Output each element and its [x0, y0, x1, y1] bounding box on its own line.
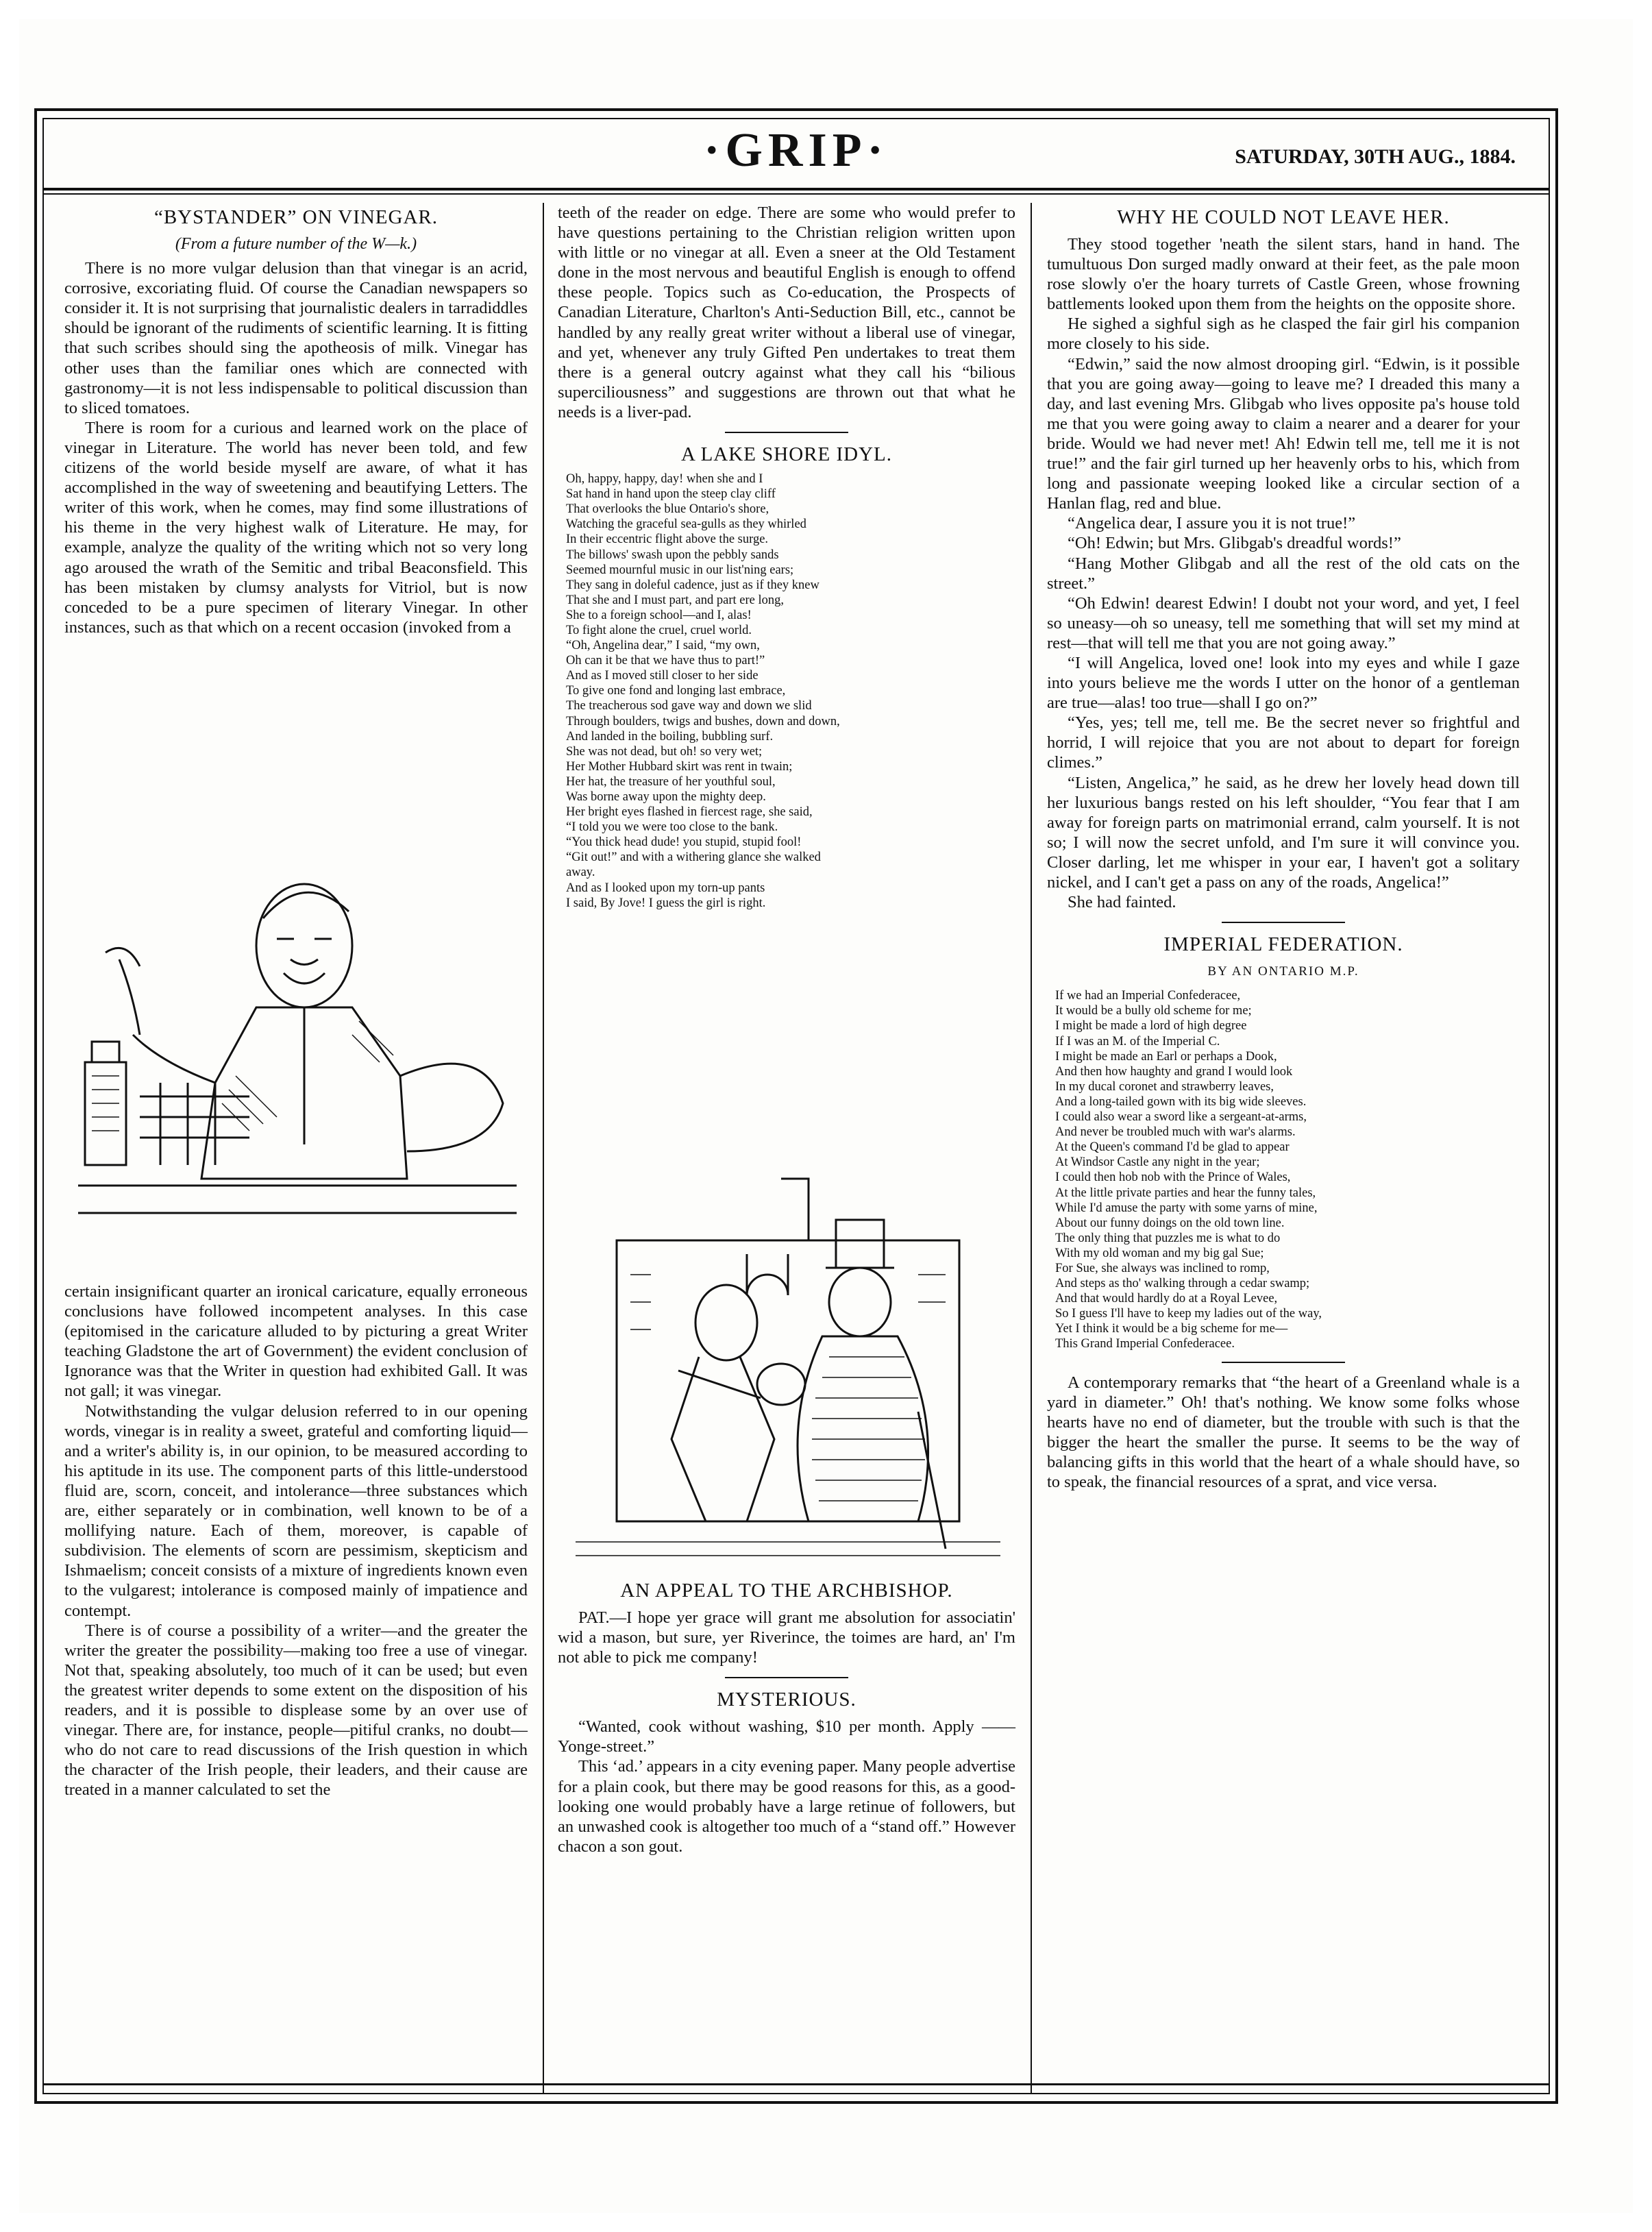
paragraph: A contemporary remarks that “the heart of a Greenland whale is a yard in diameter.” Oh! that's nothing. We know some folks whose hearts have no end of diameter, but the trouble with such is that the bigger the heart the smaller the purse. It seems to be the way of balancing gifts in this world that the heart of a whale should have, so to speak, the financial resources of a sprat, and vice versa. — [1047, 1373, 1520, 1491]
paragraph: certain insignificant quarter an ironical caricature, equally erroneous conclusions have followed incompetent analyses. In this case (epitomised in the caricature alluded to by picturing a great Writer teaching Gladstone the art of Government) the evident conclusion of Ignorance was that the Writer in question had exhibited Gall. It was not gall; it was vinegar. — [64, 1282, 528, 1401]
poem-line: And steps as tho' walking through a cedar swamp; — [1055, 1277, 1310, 1291]
poem-line: “Oh, Angelina dear,” I said, “my own, — [566, 639, 760, 653]
poem-line: In their eccentric flight above the surge. — [566, 532, 769, 547]
poem — [1055, 988, 1520, 1351]
poem-line: Her Mother Hubbard skirt was rent in twain; — [566, 759, 793, 774]
caption-speaker: PAT. — [578, 1608, 610, 1627]
archbishop-cartoon-illustration — [576, 1138, 1000, 1569]
separator-rule — [725, 432, 848, 433]
paragraph: He sighed a sighful sigh as he clasped the fair girl his companion more closely to his side. — [1047, 315, 1520, 354]
paragraph: Notwithstanding the vulgar delusion referred to in our opening words, vinegar is in reality a sweet, grateful and comforting liquid—and a writer's ability is, in our opinion, to be measured according to his aptitude in its use. The component parts of this little-understood fluid are, scorn, conceit, and intolerance—three substances which are, either separately or in combination, well known to be of a mollifying nature. Each of them, moreover, is capable of subdivision. The elements of scorn are pessimism, skepticism and Ishmaelism; conceit consists of a mixture of ingredients known even to the vulgarest; intolerance is composed mainly of impatience and contempt. — [64, 1401, 528, 1620]
poem-line: Seemed mournful music in our list'ning ears; — [566, 563, 794, 577]
paragraph: “Angelica dear, I assure you it is not true!” — [1068, 514, 1356, 533]
poem — [566, 471, 1015, 911]
paragraph: “Oh Edwin! dearest Edwin! I doubt not your word, and yet, I feel so uneasy—oh so uneasy, tell me something that will set my mind at rest—that will tell me that you are not going away.” — [1047, 593, 1520, 652]
poem-line: She was not dead, but oh! so very wet; — [566, 744, 763, 759]
cartoon-caption — [558, 1608, 1015, 1667]
poem-line: Oh, happy, happy, day! when she and I — [566, 472, 763, 487]
paragraph: This ‘ad.’ appears in a city evening paper. Many people advertise for a plain cook, but there may be good reasons for this, as a good-looking one would probably have a large retinue of followers, but an unwashed cook is altogether too much of a “stand off.” However chacon a son gout. — [558, 1757, 1015, 1856]
issue-date: SATURDAY, 30TH AUG., 1884. — [1235, 145, 1516, 168]
poem-line: And then how haughty and grand I would look — [1055, 1064, 1293, 1079]
bottom-rule — [42, 2083, 1550, 2085]
poem-line: And landed in the boiling, bubbling surf. — [566, 729, 774, 744]
paragraph: There is no more vulgar delusion than that vinegar is an acrid, corrosive, excoriating fluid. Of course the Canadian newspapers so consider it. It is not surprising that journalistic dealers in tarradiddles should be ignorant of the rudiments of scientific learning. It is fitting that such scribes should sing the apotheosis of milk. Vinegar has other uses than the familiar ones which are connected with gastronomy—it is not less indispensable to political discussion than to sliced tomatoes. — [64, 259, 528, 417]
poem-line: They sang in doleful cadence, just as if they knew — [566, 578, 819, 592]
poem-line: This Grand Imperial Confederacee. — [1055, 1337, 1235, 1351]
poem-line: The billows' swash upon the pebbly sands — [566, 548, 779, 562]
poem-line: While I'd amuse the party with some yarns of mine, — [1055, 1201, 1318, 1215]
poem-line: Was borne away upon the mighty deep. — [566, 790, 766, 804]
column-2-continued — [558, 1576, 1015, 1856]
poem-line: The treacherous sod gave way and down we slid — [566, 699, 812, 713]
poem-line: For Sue, she always was inclined to romp, — [1055, 1261, 1270, 1275]
poem-line: And as I looked upon my torn-up pants — [566, 881, 765, 895]
article-heading: WHY HE COULD NOT LEAVE HER. — [1117, 206, 1450, 228]
poem-line: I might be made a lord of high degree — [1055, 1019, 1247, 1033]
poem-line: And a long-tailed gown with its big wide sleeves. — [1055, 1094, 1307, 1109]
column-2 — [558, 203, 1015, 911]
poem-line: At the little private parties and hear the funny tales, — [1055, 1186, 1316, 1200]
poem-line: Sat hand in hand upon the steep clay cliff — [566, 487, 776, 502]
poem-line: I could also wear a sword like a sergeant-at-arms, — [1055, 1110, 1307, 1125]
column-1 — [64, 203, 528, 637]
masthead-title: ·GRIP· — [704, 124, 889, 177]
paragraph: teeth of the reader on edge. There are some who would prefer to have questions pertaining to the Christian religion written upon with little or no vinegar at all. Even a sneer at the Old Testament done in the most nervous and beautiful English is enough to offend these people. Topics such as Co-education, the Prospects of Canadian Literature, Charlton's Anti-Seduction Bill, etc., cannot be handled by any really great writer without a liberal use of vinegar, and yet, whenever any truly Gifted Pen undertakes to treat them there is a general outcry against what they call his “bilious superciliousness” and suggestions are thrown out that what he needs is a liver-pad. — [558, 204, 1015, 421]
poem-line: That she and I must part, and part ere long, — [566, 593, 784, 607]
column-divider — [1031, 203, 1032, 2094]
paragraph: “Listen, Angelica,” he said, as he drew her lovely head down till her luxurious bangs rested on his left shoulder, “You fear that I am away for foreign parts on matrimonial errand, calm yourself. It is not so; I will now the secret unfold, and I'm sure it will convince you. Closer darling, let me whisper in your ear, I haven't got a solitary nickel, and I can't get a pass on any of the roads, Angelica!” — [1047, 773, 1520, 892]
caption-text: —I hope yer grace will grant me absolution for associatin' wid a mason, but sure, yer Riverince, the toimes are hard, an' I'm not able to pick me company! — [558, 1608, 1015, 1667]
poem-line: I said, By Jove! I guess the girl is right. — [566, 896, 766, 910]
masthead-rule — [42, 188, 1550, 191]
poem-line: At the Queen's command I'd be glad to appear — [1055, 1140, 1290, 1155]
paragraph: There is room for a curious and learned work on the place of vinegar in Literature. The world has never been told, and few citizens of the world beside myself are aware, of what it has accomplished in the way of sweetening and beautifying Letters. The writer of this work, when he comes, may find some illustrations of his theme in the very highest walk of Literature. He may, for example, analyze the quality of the writing which not so very long ago aroused the wrath of the Semitic and tribal Beaconsfield. This has been mistaken by clumsy analysts for Vitriol, but is now conceded to be a pure specimen of literary Vinegar. In other instances, such as that which on a recent occasion (invoked from a — [64, 418, 528, 637]
column-3 — [1047, 203, 1520, 1492]
column-1-continued — [64, 1281, 528, 1800]
paragraph: “Wanted, cook without washing, $10 per month. Apply —— Yonge-street.” — [558, 1717, 1015, 1756]
poem-line: away. — [566, 866, 595, 880]
poem-line: Through boulders, twigs and bushes, down and down, — [566, 714, 840, 728]
paragraph: “Hang Mother Glibgab and all the rest of the old cats on the street.” — [1047, 554, 1520, 593]
poem-line: Her hat, the treasure of her youthful soul, — [566, 774, 776, 789]
poem-line: I might be made an Earl or perhaps a Dook, — [1055, 1049, 1277, 1064]
poem-line: Yet I think it would be a big scheme for me— — [1055, 1322, 1288, 1336]
poem-line: About our funny doings on the old town line. — [1055, 1216, 1285, 1230]
poem-line: To give one fond and longing last embrace, — [566, 684, 786, 698]
poem-heading: IMPERIAL FEDERATION. — [1163, 933, 1403, 956]
poem-line: She to a foreign school—and I, alas! — [566, 608, 752, 622]
poem-line: Her bright eyes flashed in fiercest rage, she said, — [566, 805, 813, 820]
writer-caricature-illustration — [78, 857, 517, 1268]
paragraph: She had fainted. — [1068, 893, 1176, 912]
paragraph: “I will Angelica, loved one! look into my eyes and while I gaze into yours believe me the words I utter on the honor of a gentleman are true—alas! too true—shall I go on?” — [1047, 653, 1520, 713]
poem-line: And as I moved still closer to her side — [566, 669, 759, 683]
poem-line: So I guess I'll have to keep my ladies out of the way, — [1055, 1307, 1322, 1321]
separator-rule — [725, 1677, 848, 1678]
article-heading: “BYSTANDER” ON VINEGAR. — [153, 206, 439, 228]
paragraph: “Edwin,” said the now almost drooping girl. “Edwin, is it possible that you are going away—going to leave me? I dreaded this many a day, and last evening Mrs. Glibgab who lives opposite pa's house told me that you were going away to claim a nearer and a dearer for your bride. Would we had never met! Ah! Edwin tell me, tell me it is not true!” and the fair girl turned up her heavenly orbs to his, which from long and passionate weeping looked like a circular section of a Hanlan flag, red and blue. — [1047, 354, 1520, 513]
poem-line: “I told you we were too close to the bank. — [566, 820, 778, 835]
separator-rule — [1222, 1362, 1345, 1363]
paragraph: “Oh! Edwin; but Mrs. Glibgab's dreadful words!” — [1068, 534, 1401, 553]
poem-line: “You thick head dude! you stupid, stupid fool! — [566, 835, 802, 850]
poem-line: And that would hardly do at a Royal Levee, — [1055, 1292, 1278, 1306]
poem-line: At Windsor Castle any night in the year; — [1055, 1155, 1260, 1170]
paragraph: There is of course a possibility of a writer—and the greater the writer the greater the possibility—making too free a use of vinegar. Not that, speaking absolutely, too much of it can be used; but even the greatest writer depends to some extent on the disposition of his readers, and it is possible to displease some by an over use of vinegar. There are, for instance, people—pitiful cranks, no doubt—who do not care to read discussions of the Irish question in which the character of the Irish people, their leaders, and their cause are treated in a manner calculated to set the — [64, 1621, 528, 1800]
poem-line: If we had an Imperial Confederacee, — [1055, 989, 1241, 1003]
paragraph: “Yes, yes; tell me, tell me. Be the secret never so frightful and horrid, I will rejoice that you are not about to depart for foreign climes.” — [1047, 713, 1520, 772]
article-heading: MYSTERIOUS. — [717, 1689, 856, 1711]
poem-line: In my ducal coronet and strawberry leaves, — [1055, 1079, 1274, 1094]
poem-line: To fight alone the cruel, cruel world. — [566, 623, 752, 637]
column-divider — [543, 203, 544, 2094]
masthead — [42, 118, 1550, 188]
poem-line: With my old woman and my big gal Sue; — [1055, 1246, 1264, 1260]
poem-line: That overlooks the blue Ontario's shore, — [566, 502, 769, 517]
paragraph: They stood together 'neath the silent stars, hand in hand. The tumultuous Don surged madly onward at their feet, as the pale moon rose slowly o'er the hoary turrets of Castle Green, whose frowning battlements looked upon them from the heights on the opposite shore. — [1047, 235, 1520, 314]
poem-byline: BY AN ONTARIO M.P. — [1207, 964, 1359, 979]
article-byline: (From a future number of the W—k.) — [175, 235, 417, 253]
poem-line: Watching the graceful sea-gulls as they whirled — [566, 517, 806, 532]
poem-line: If I was an M. of the Imperial C. — [1055, 1034, 1220, 1048]
separator-rule — [1222, 922, 1345, 923]
poem-line: The only thing that puzzles me is what to do — [1055, 1231, 1281, 1245]
poem-line: I could then hob nob with the Prince of Wales, — [1055, 1170, 1291, 1185]
masthead-rule-thin — [42, 193, 1550, 195]
poem-heading: A LAKE SHORE IDYL. — [681, 443, 892, 466]
poem-line: It would be a bully old scheme for me; — [1055, 1004, 1252, 1018]
cartoon-caption-heading: AN APPEAL TO THE ARCHBISHOP. — [620, 1580, 953, 1602]
poem-line: “Git out!” and with a withering glance she walked — [566, 850, 821, 865]
poem-line: Oh can it be that we have thus to part!” — [566, 654, 765, 668]
poem-line: And never be troubled much with war's alarms. — [1055, 1125, 1296, 1140]
